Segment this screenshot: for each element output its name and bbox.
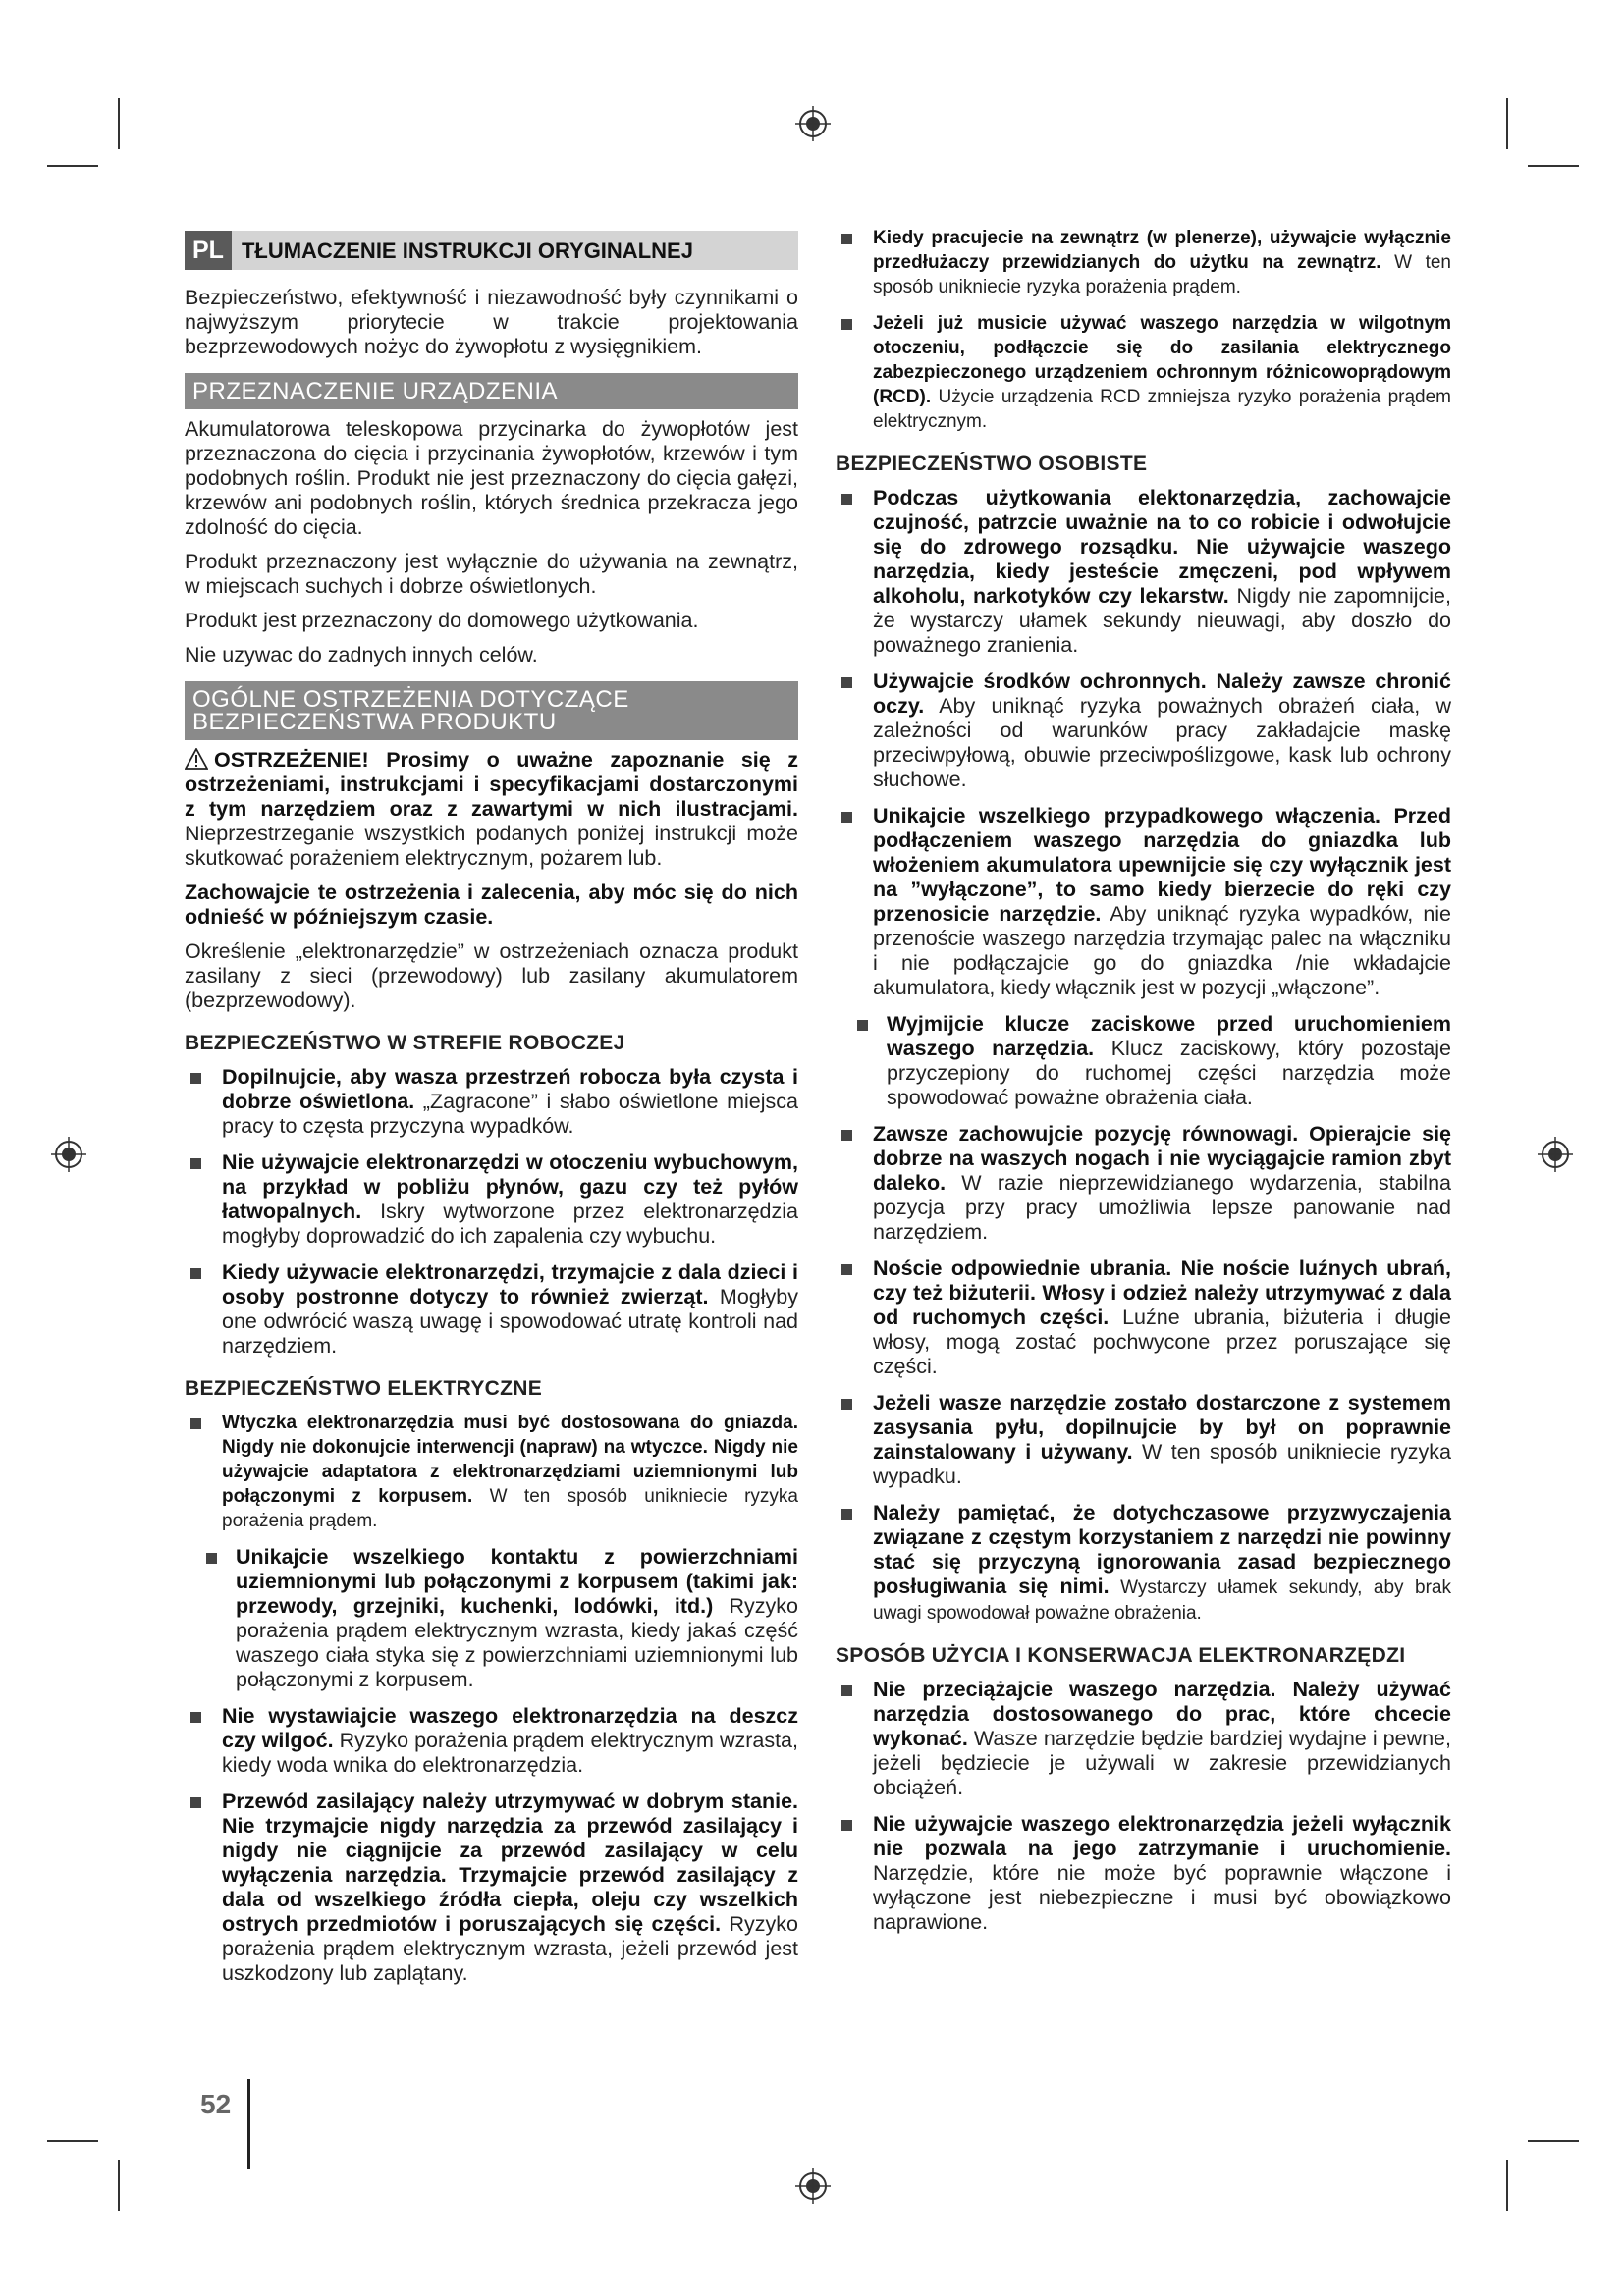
bullet-icon: [841, 494, 852, 505]
list-item: Podczas użytkowania elektonarzędzia, zachowajcie czujność, patrzcie uważnie na to co robicie i odwołujcie się do zdrowego rozsądku. Nie używajcie waszego narzędzia, kiedy jesteście zmęczeni, pod wpływem alkoholu, narkotyków czy lekarstw. Nigdy nie zapomnijcie, że wystarczy ułamek sekundy nieuwagi, aby doszło do poważnego zranienia.: [836, 486, 1451, 658]
bullet-icon: [841, 1509, 852, 1520]
personal-list: [836, 486, 1451, 1626]
electrical-list-continued: [836, 226, 1451, 434]
heading-line: BEZPIECZEŃSTWA PRODUKTU: [192, 709, 557, 735]
list-item: Unikajcie wszelkiego przypadkowego włączenia. Przed podłączeniem waszego narzędzia do gniazdka lub włożeniem akumulatora upewnijcie się czy wyłącznik jest na ”wyłączone”, to samo kiedy bierzecie do ręki czy przenosicie narzędzie. Aby uniknąć ryzyka wypadków, nie przenoście waszego narzędzia trzymając palec na włączniku i nie podłączajcie go do gniazdka /nie wkładajcie akumulatora, kiedy włącznik jest w pozycji „włączone”.: [836, 804, 1451, 1000]
bullet-icon: [857, 1020, 868, 1031]
purpose-paragraph: Produkt przeznaczony jest wyłącznie do używania na zewnątrz, w miejscach suchych i dobrze oświetlonych.: [185, 550, 798, 598]
list-item: Nie używajcie elektronarzędzi w otoczeniu wybuchowym, na przykład w pobliżu płynów, gazu czy też pyłów łatwopalnych. Iskry wytworzone przez elektronarzędzia mogłyby doprowadzić do ich zapalenia czy wybuchu.: [185, 1150, 798, 1249]
registration-mark-icon: [793, 2166, 833, 2206]
bullet-icon: [841, 1820, 852, 1831]
warning-triangle-icon: [185, 748, 208, 770]
list-item: Zawsze zachowujcie pozycję równowagi. Opierajcie się dobrze na waszych nogach i nie wyciągajcie ramion zbyt daleko. W razie nieprzewidzianego wydarzenia, stabilna pozycja przy pracy umożliwia lepsze panowanie nad narzędziem.: [836, 1122, 1451, 1245]
bullet-icon: [190, 1712, 201, 1723]
list-item: Dopilnujcie, aby wasza przestrzeń robocza była czysta i dobrze oświetlona. „Zagracone” i słabo oświetlone miejsca pracy to częsta przyczyna wypadków.: [185, 1065, 798, 1139]
section-heading-usage: SPOSÓB UŻYCIA I KONSERWACJA ELEKTRONARZĘDZI: [836, 1644, 1406, 1667]
purpose-paragraph: Akumulatorowa teleskopowa przycinarka do żywopłotów jest przeznaczona do cięcia i przycinania żywopłotów, krzewów i tym podobnych roślin. Produkt nie jest przeznaczony do cięcia gałęzi, krzewów ani podobnych roślin, których średnica przekracza jego zdolność do cięcia.: [185, 417, 798, 539]
list-item: Nie używajcie waszego elektronarzędzia jeżeli wyłącznik nie pozwala na jego zatrzymanie i uruchomienie. Narzędzie, które nie może być poprawnie włączone i wyłączone jest niebezpieczne i musi być obowiązkowo naprawione.: [836, 1812, 1451, 1935]
list-item: Nie wystawiajcie waszego elektronarzędzia na deszcz czy wilgoć. Ryzyko porażenia prądem elektrycznym wzrasta, kiedy woda wnika do elektronarzędzia.: [185, 1704, 798, 1778]
left-column: [185, 231, 798, 1998]
crop-mark: [1528, 165, 1579, 167]
bullet-icon: [841, 1399, 852, 1410]
section-heading-work-area: BEZPIECZEŃSTWO W STREFIE ROBOCZEJ: [185, 1032, 625, 1054]
warning-text: Nieprzestrzeganie wszystkich podanych poniżej instrukcji może skutkować porażeniem elektrycznym, pożarem lub.: [185, 822, 798, 870]
list-item: Nie przeciążajcie waszego narzędzia. Należy używać narzędzia dostosowanego do prac, które chcecie wykonać. Wasze narzędzie będzie bardziej wydajne i pewne, jeżeli będziecie je używali w zakresie przewidzianych obciążeń.: [836, 1678, 1451, 1800]
list-item: Noście odpowiednie ubrania. Nie noście luźnych ubrań, czy też biżuterii. Włosy i odzież należy utrzymywać z dala od ruchomych części. Luźne ubrania, biżuteria i długie włosy, mogą zostać pochwycone przez poruszające się części.: [836, 1256, 1451, 1379]
bullet-icon: [206, 1553, 217, 1564]
crop-mark: [47, 165, 98, 167]
work-area-list: [185, 1065, 798, 1359]
bullet-icon: [841, 1130, 852, 1141]
keep-instructions: Zachowajcie te ostrzeżenia i zalecenia, aby móc się do nich odnieść w późniejszym czasie.: [185, 881, 798, 929]
list-item: Jeżeli wasze narzędzie zostało dostarczone z systemem zasysania pyłu, dopilnujcie by był on poprawnie zainstalowany i używany. W ten sposób unikniecie ryzyka wypadku.: [836, 1391, 1451, 1489]
section-heading-electrical: BEZPIECZEŃSTWO ELEKTRYCZNE: [185, 1377, 543, 1400]
crop-mark: [1506, 2160, 1508, 2211]
warning-bold: OSTRZEŻENIE! Prosimy o uważne zapoznanie się z ostrzeżeniami, instrukcjami i specyfikacjami dostarczonymi z tym narzędziem oraz z zawartymi w nich ilustracjami.: [185, 748, 798, 821]
heading-line: OGÓLNE OSTRZEŻENIA DOTYCZĄCE: [192, 686, 629, 713]
purpose-paragraph: Produkt jest przeznaczony do domowego użytkowania.: [185, 609, 699, 632]
page-title: TŁUMACZENIE INSTRUKCJI ORYGINALNEJ: [241, 238, 693, 263]
list-item: Kiedy pracujecie na zewnątrz (w plenerze), używajcie wyłącznie przedłużaczy przewidzianych do użytku na zewnątrz. W ten sposób unikniecie ryzyka porażenia prądem.: [836, 226, 1451, 299]
intro-paragraph: Bezpieczeństwo, efektywność i niezawodność były czynnikami o najwyższym priorytecie w trakcie projektowania bezprzewodowych nożyc do żywopłotu z wysięgnikiem.: [185, 286, 798, 358]
warning-paragraph: [185, 748, 798, 871]
bullet-icon: [841, 1264, 852, 1275]
list-item: Wyjmijcie klucze zaciskowe przed uruchomieniem waszego narzędzia. Klucz zaciskowy, który pozostaje przyczepiony do ruchomej części narzędzia może spowodować poważne obrażenia ciała.: [836, 1012, 1451, 1110]
registration-mark-icon: [793, 104, 833, 143]
bullet-icon: [190, 1418, 201, 1429]
bullet-icon: [190, 1268, 201, 1279]
list-item: Jeżeli już musicie używać waszego narzędzia w wilgotnym otoczeniu, podłączcie się do zasilania elektrycznego zabezpieczonego urządzeniem ochronnym różnicowoprądowym (RCD). Użycie urządzenia RCD zmniejsza ryzyko porażenia prądem elektrycznym.: [836, 311, 1451, 434]
bullet-icon: [841, 677, 852, 688]
usage-list: [836, 1678, 1451, 1935]
list-item: Używajcie środków ochronnych. Należy zawsze chronić oczy. Aby uniknąć ryzyka poważnych obrażeń ciała, w zależności od warunków pracy zakładajcie maskę przeciwpyłową, obuwie przeciwpoślizgowe, kask lub ochrony słuchowe.: [836, 669, 1451, 792]
bullet-icon: [841, 812, 852, 823]
list-item: Należy pamiętać, że dotychczasowe przyzwyczajenia związane z częstym korzystaniem z narzędzi nie powinny stać się przyczyną ignorowania zasad bezpiecznego posługiwania się nimi. Wystarczy ułamek sekundy, aby brak uwagi spowodował poważne obrażenia.: [836, 1501, 1451, 1626]
bullet-icon: [841, 234, 852, 244]
bullet-icon: [841, 319, 852, 330]
section-heading-general: [185, 681, 798, 740]
purpose-paragraph: Nie uzywac do zadnych innych celów.: [185, 643, 538, 667]
list-item: Przewód zasilający należy utrzymywać w dobrym stanie. Nie trzymajcie nigdy narzędzia za przewód zasilający i nigdy nie ciągnijcie za przewód zasilający w celu wyłączenia narzędzia. Trzymajcie przewód zasilający z dala od wszelkiego źródła ciepła, oleju czy wszelkich ostrych przedmiotów i poruszających się części. Ryzyko porażenia prądem elektrycznym wzrasta, jeżeli przewód jest uszkodzony lub zaplątany.: [185, 1789, 798, 1986]
section-heading-personal: BEZPIECZEŃSTWO OSOBISTE: [836, 453, 1148, 475]
language-badge: PL: [185, 231, 232, 270]
bullet-icon: [190, 1158, 201, 1169]
crop-mark: [1506, 98, 1508, 149]
bullet-icon: [841, 1685, 852, 1696]
registration-mark-icon: [49, 1135, 88, 1174]
page-number-rule: [247, 2079, 250, 2169]
crop-mark: [118, 98, 120, 149]
crop-mark: [118, 2160, 120, 2211]
crop-mark: [47, 2140, 98, 2142]
electrical-list: [185, 1411, 798, 1986]
bullet-icon: [190, 1073, 201, 1084]
right-column: [836, 226, 1451, 1947]
page-number: 52: [200, 2089, 232, 2119]
list-item: Kiedy używacie elektronarzędzi, trzymajcie z dala dzieci i osoby postronne dotyczy to również zwierząt. Mogłyby one odwrócić waszą uwagę i spowodować utratę kontroli nad narzędziem.: [185, 1260, 798, 1359]
section-heading-purpose: PRZEZNACZENIE URZĄDZENIA: [185, 373, 798, 409]
crop-mark: [1528, 2140, 1579, 2142]
list-item: Wtyczka elektronarzędzia musi być dostosowana do gniazda. Nigdy nie dokonujcie interwencji (napraw) na wtyczce. Nigdy nie używajcie adaptatora z elektronarzędziami uziemnionymi lub połączonymi z korpusem. W ten sposób unikniecie ryzyka porażenia prądem.: [185, 1411, 798, 1533]
page-header: [185, 231, 798, 270]
definition-paragraph: Określenie „elektronarzędzie” w ostrzeżeniach oznacza produkt zasilany z sieci (przewodowy) lub zasilany akumulatorem (bezprzewodowy).: [185, 939, 798, 1012]
list-item: Unikajcie wszelkiego kontaktu z powierzchniami uziemnionymi lub połączonymi z korpusem (takimi jak: przewody, grzejniki, kuchenki, lodówki, itd.) Ryzyko porażenia prądem elektrycznym wzrasta, kiedy jakaś część waszego ciała styka się z powierzchniami uziemnionymi lub połączonymi z korpusem.: [185, 1545, 798, 1692]
registration-mark-icon: [1536, 1135, 1575, 1174]
bullet-icon: [190, 1797, 201, 1808]
